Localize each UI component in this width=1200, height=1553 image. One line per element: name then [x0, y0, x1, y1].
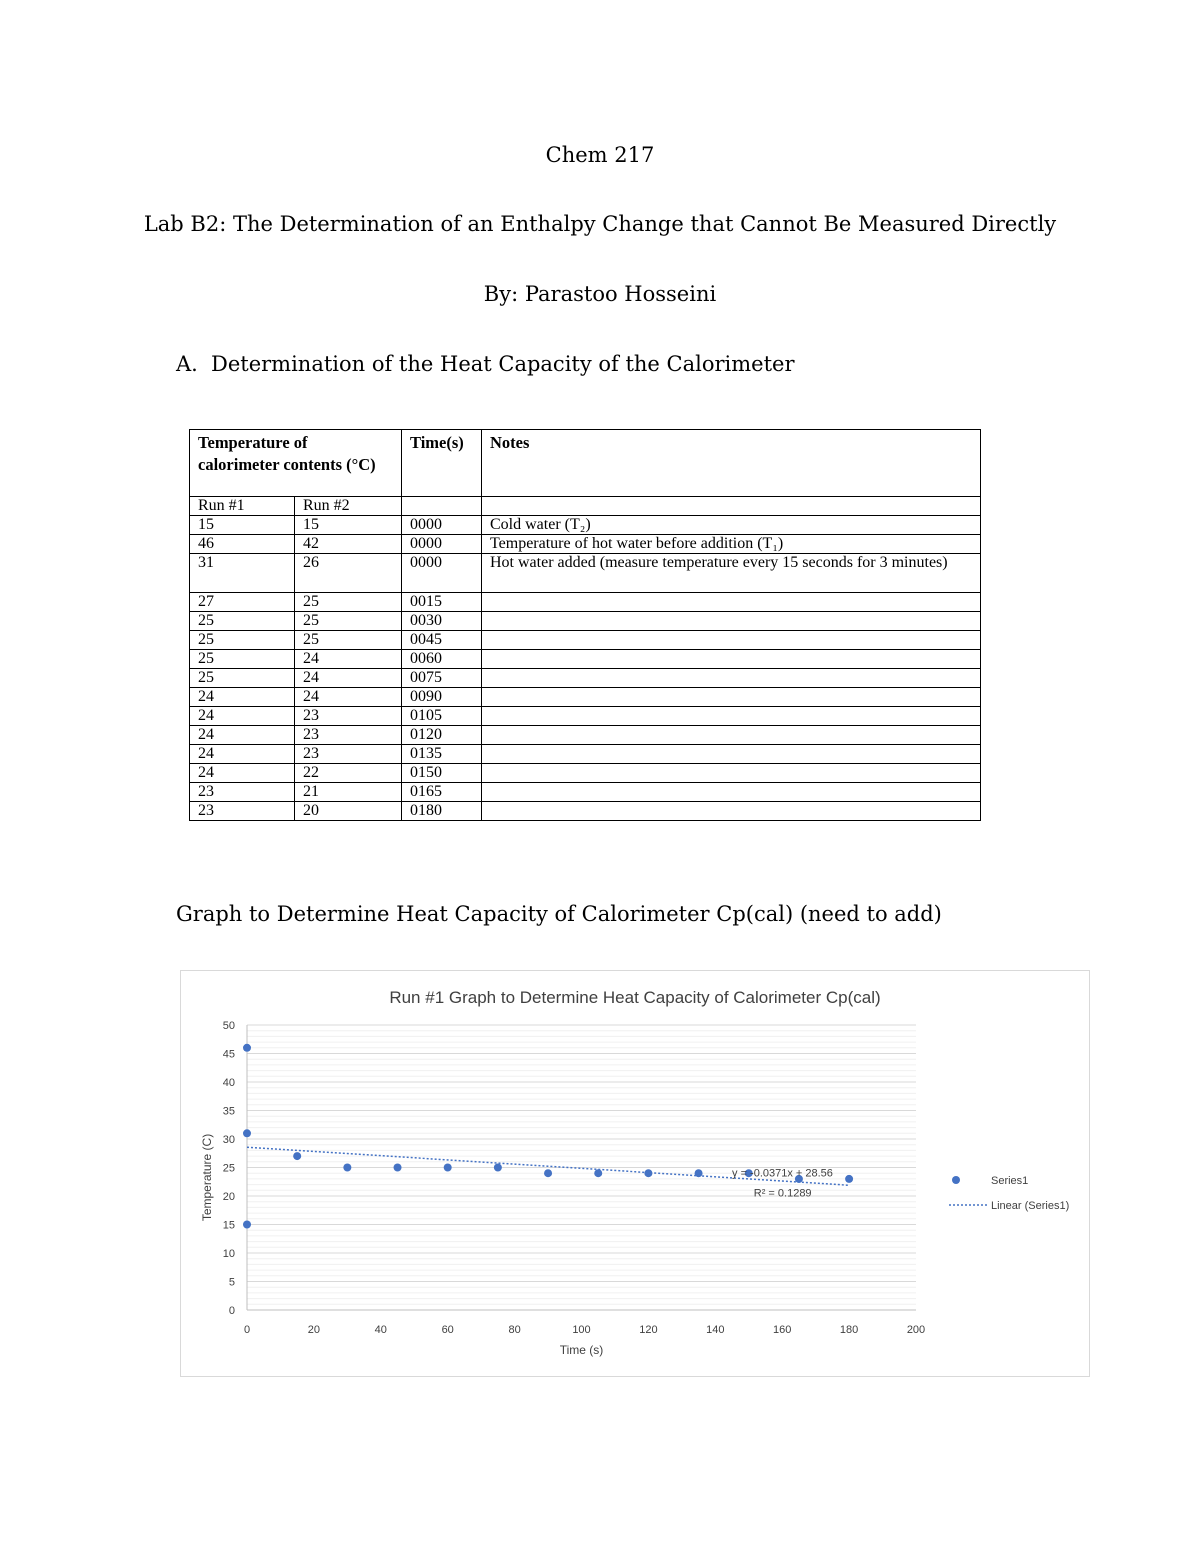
y-tick-label: 15: [222, 1219, 235, 1232]
run1-cell: 23: [190, 802, 295, 821]
time-cell: 0180: [402, 802, 482, 821]
run2-cell: 23: [295, 745, 402, 764]
trendline-r-squared: R² = 0.1289: [753, 1187, 812, 1200]
header-notes: Notes: [482, 430, 981, 497]
empty-cell: [402, 497, 482, 516]
run1-cell: 24: [190, 688, 295, 707]
notes-cell: Temperature of hot water before addition (T₁): [482, 535, 981, 554]
time-cell: 0105: [402, 707, 482, 726]
run2-cell: 23: [295, 707, 402, 726]
run2-cell: 20: [295, 802, 402, 821]
time-cell: 0135: [402, 745, 482, 764]
time-cell: 0120: [402, 726, 482, 745]
y-tick-label: 5: [228, 1276, 235, 1289]
table-header-row: [190, 430, 981, 497]
run1-label: Run #1: [190, 497, 295, 516]
run1-cell: 31: [190, 554, 295, 593]
legend-series-label: Series1: [991, 1175, 1029, 1187]
time-cell: 0000: [402, 535, 482, 554]
table-row: [190, 631, 981, 650]
notes-cell: [482, 593, 981, 612]
y-axis-label: Temperature (C): [200, 1133, 214, 1222]
notes-cell: [482, 688, 981, 707]
table-row: [190, 669, 981, 688]
notes-cell: Cold water (T₂): [482, 516, 981, 535]
data-point: [594, 1169, 602, 1177]
x-tick-label: 40: [374, 1324, 387, 1336]
y-tick-label: 50: [222, 1020, 235, 1032]
time-cell: 0075: [402, 669, 482, 688]
time-cell: 0015: [402, 593, 482, 612]
notes-cell: [482, 650, 981, 669]
table-row: [190, 688, 981, 707]
data-point: [644, 1169, 652, 1177]
run1-cell: 27: [190, 593, 295, 612]
section-a-heading: [176, 352, 795, 376]
legend-trend-label: Linear (Series1): [991, 1200, 1070, 1212]
notes-cell: [482, 631, 981, 650]
run2-label: Run #2: [295, 497, 402, 516]
notes-cell: Hot water added (measure temperature every 15 seconds for 3 minutes): [482, 554, 981, 593]
run2-cell: 24: [295, 650, 402, 669]
calorimeter-data-table: [189, 429, 981, 821]
notes-cell: [482, 612, 981, 631]
run1-cell: 23: [190, 783, 295, 802]
run2-cell: 15: [295, 516, 402, 535]
header-time: Time(s): [402, 430, 482, 497]
table-row: [190, 612, 981, 631]
run1-cell: 25: [190, 669, 295, 688]
run1-cell: 24: [190, 745, 295, 764]
x-tick-label: 100: [572, 1324, 591, 1336]
table-row: [190, 554, 981, 593]
notes-cell: [482, 669, 981, 688]
run1-cell: 25: [190, 631, 295, 650]
chart-container: [180, 970, 1090, 1377]
y-tick-label: 35: [222, 1105, 235, 1118]
data-point: [243, 1129, 251, 1137]
table-row: [190, 535, 981, 554]
run1-cell: 15: [190, 516, 295, 535]
table-row: [190, 516, 981, 535]
run1-cell: 24: [190, 707, 295, 726]
run2-cell: 26: [295, 554, 402, 593]
table-row: [190, 802, 981, 821]
run2-cell: 24: [295, 669, 402, 688]
graph-heading: Graph to Determine Heat Capacity of Calorimeter Cp(cal) (need to add): [176, 902, 942, 926]
x-tick-label: 0: [243, 1324, 251, 1336]
table-row: [190, 783, 981, 802]
x-tick-label: 160: [773, 1324, 792, 1336]
x-tick-label: 140: [706, 1324, 725, 1336]
table-row: [190, 593, 981, 612]
x-tick-label: 120: [639, 1324, 658, 1336]
run2-cell: 42: [295, 535, 402, 554]
run2-cell: 22: [295, 764, 402, 783]
run2-cell: 25: [295, 631, 402, 650]
notes-cell: [482, 802, 981, 821]
y-tick-label: 10: [222, 1248, 235, 1260]
time-cell: 0060: [402, 650, 482, 669]
x-tick-label: 180: [839, 1324, 859, 1336]
run-label-row: [190, 497, 981, 516]
run1-cell: 25: [190, 612, 295, 631]
notes-cell: [482, 783, 981, 802]
run2-cell: 21: [295, 783, 402, 802]
time-cell: 0030: [402, 612, 482, 631]
notes-cell: [482, 726, 981, 745]
chart-points: [243, 1044, 853, 1229]
notes-cell: [482, 707, 981, 726]
run2-cell: 25: [295, 612, 402, 631]
data-point: [494, 1164, 502, 1172]
data-point: [394, 1164, 402, 1172]
section-title: Determination of the Heat Capacity of the Calorimeter: [211, 352, 795, 376]
chart-title: Run #1 Graph to Determine Heat Capacity of Calorimeter Cp(cal): [389, 988, 881, 1007]
time-cell: 0000: [402, 516, 482, 535]
time-cell: 0165: [402, 783, 482, 802]
time-cell: 0000: [402, 554, 482, 593]
run2-cell: 25: [295, 593, 402, 612]
run1-cell: 46: [190, 535, 295, 554]
y-tick-label: 30: [222, 1134, 235, 1146]
x-tick-label: 20: [307, 1324, 321, 1336]
empty-cell: [482, 497, 981, 516]
data-point: [695, 1169, 703, 1177]
trendline-equation: y = -0.0371x + 28.56: [732, 1167, 833, 1180]
y-tick-label: 45: [222, 1048, 235, 1061]
y-tick-label: 25: [222, 1162, 235, 1175]
lab-title: Lab B2: The Determination of an Enthalpy Change that Cannot Be Measured Directly: [143, 212, 1057, 236]
y-tick-label: 40: [222, 1077, 235, 1089]
run1-cell: 24: [190, 764, 295, 783]
y-tick-label: 20: [222, 1191, 235, 1203]
table-row: [190, 650, 981, 669]
run1-cell: 25: [190, 650, 295, 669]
data-point: [243, 1044, 251, 1052]
time-cell: 0150: [402, 764, 482, 783]
section-letter: A.: [176, 352, 198, 376]
time-cell: 0090: [402, 688, 482, 707]
data-point: [845, 1175, 853, 1183]
table-row: [190, 726, 981, 745]
data-point: [343, 1164, 351, 1172]
y-tick-label: 0: [228, 1305, 235, 1317]
time-cell: 0045: [402, 631, 482, 650]
author-line: By: Parastoo Hosseini: [483, 282, 717, 306]
course-title: Chem 217: [545, 143, 655, 167]
data-point: [544, 1169, 552, 1177]
table-row: [190, 707, 981, 726]
header-temperature: Temperature of calorimeter contents (°C): [190, 430, 402, 497]
x-tick-label: 60: [441, 1324, 454, 1336]
x-tick-label: 80: [508, 1324, 521, 1336]
run2-cell: 23: [295, 726, 402, 745]
data-point: [444, 1164, 452, 1172]
table-row: [190, 745, 981, 764]
run1-cell: 24: [190, 726, 295, 745]
data-point: [243, 1221, 251, 1229]
table-row: [190, 764, 981, 783]
chart-legend: [949, 1175, 1069, 1212]
notes-cell: [482, 745, 981, 764]
scatter-chart: [181, 971, 1089, 1376]
data-point: [293, 1152, 301, 1160]
x-tick-label: 200: [906, 1324, 926, 1336]
notes-cell: [482, 764, 981, 783]
x-axis-label: Time (s): [559, 1343, 604, 1357]
run2-cell: 24: [295, 688, 402, 707]
legend-series-marker: [952, 1176, 960, 1184]
